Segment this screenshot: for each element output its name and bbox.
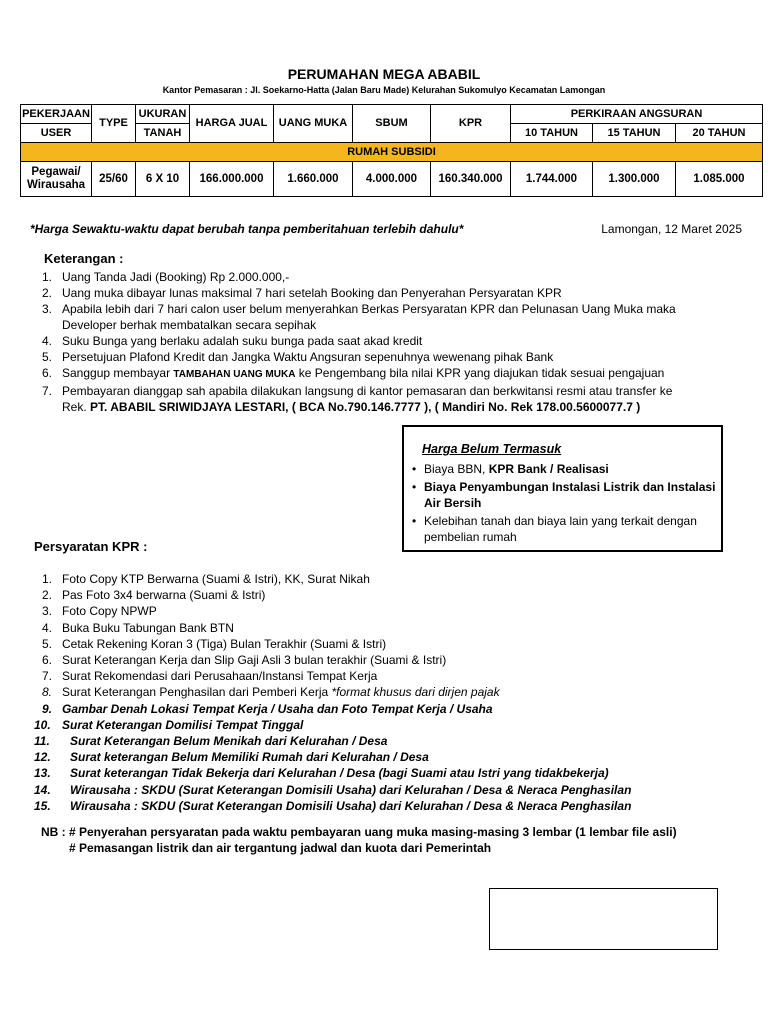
item-text-bold: Biaya Penyambungan Instalasi Listrik dan Instalasi Air Bersih	[424, 480, 716, 510]
header-uang-muka: UANG MUKA	[274, 105, 353, 143]
header-pekerjaan-bottom: USER	[21, 124, 92, 143]
cell-uang-muka: 1.660.000	[274, 162, 353, 197]
item-text: Surat Rekomendasi dari Perusahaan/Instansi Tempat Kerja	[62, 669, 378, 684]
section-rumah-subsidi: RUMAH SUBSIDI	[21, 143, 763, 162]
item-number: 7.	[42, 384, 53, 398]
list-item	[42, 668, 742, 684]
item-number: 3.	[42, 302, 53, 316]
item-text-note: *format khusus dari dirjen pajak	[331, 685, 500, 700]
item-text: Cetak Rekening Koran 3 (Tiga) Bulan Terakhir (Suami & Istri)	[62, 636, 387, 651]
cell-kpr: 160.340.000	[431, 162, 511, 197]
item-number: 7.	[42, 669, 53, 684]
header-ukuran-top: UKURAN	[136, 105, 190, 124]
price-note: *Harga Sewaktu-waktu dapat berubah tanpa pemberitahuan terlebih dahulu*	[30, 222, 464, 236]
item-number: 9.	[42, 701, 53, 716]
item-text: Foto Copy NPWP	[62, 604, 157, 619]
header-type: TYPE	[92, 105, 136, 143]
cell-10-tahun: 1.744.000	[511, 162, 593, 197]
cell-type: 25/60	[92, 162, 136, 197]
list-item	[42, 269, 732, 285]
list-item	[42, 349, 732, 365]
item-number: 1.	[42, 572, 53, 586]
item-text: Surat Keterangan Domilisi Tempat Tinggal	[62, 717, 304, 732]
header-harga-jual: HARGA JUAL	[190, 105, 274, 143]
box-list	[412, 461, 722, 547]
list-item	[42, 301, 732, 333]
list-item	[34, 717, 742, 733]
item-number: 10.	[34, 717, 51, 732]
signature-box	[489, 888, 718, 950]
keterangan-heading: Keterangan :	[44, 251, 124, 266]
nb-line-2: # Pemasangan listrik dan air tergantung jadwal dan kuota dari Pemerintah	[69, 841, 492, 855]
list-item	[42, 603, 742, 619]
cell-ukuran: 6 X 10	[136, 162, 190, 197]
item-number: 15.	[34, 798, 51, 813]
item-number: 4.	[42, 620, 53, 635]
item-number: 11.	[34, 734, 50, 749]
item-text: Surat Keterangan Kerja dan Slip Gaji Asli 3 bulan terakhir (Suami & Istri)	[62, 653, 447, 668]
bank-account-info: PT. ABABIL SRIWIDJAYA LESTARI, ( BCA No.790.146.7777 ), ( Mandiri No. Rek 178.00.5600077.7 )	[90, 400, 641, 414]
item-number: 3.	[42, 604, 53, 619]
item-text: Surat Keterangan Penghasilan dari Pemberi Kerja	[62, 685, 332, 700]
list-item	[42, 684, 742, 700]
header-20-tahun: 20 TAHUN	[676, 124, 763, 143]
item-text: Suku Bunga yang berlaku adalah suku bunga pada saat akad kredit	[62, 334, 423, 348]
bullet-icon: •	[412, 514, 417, 528]
header-sbum: SBUM	[353, 105, 431, 143]
persyaratan-heading: Persyaratan KPR :	[34, 539, 148, 554]
page-title: PERUMAHAN MEGA ABABIL	[287, 66, 481, 82]
cell-pekerjaan	[21, 162, 92, 197]
item-text: Uang muka dibayar lunas maksimal 7 hari setelah Booking dan Penyerahan Persyaratan KPR	[62, 286, 562, 300]
item-text: Apabila lebih dari 7 hari calon user belum menyerahkan Berkas Persyaratan KPR dan Pelunasan Uang Muka maka Developer berhak membatalkan secara sepihak	[62, 302, 676, 332]
price-table	[20, 104, 763, 197]
page-subtitle: Kantor Pemasaran : Jl. Soekarno-Hatta (Jalan Baru Made) Kelurahan Sukomulyo Kecamatan Lamongan	[162, 85, 606, 95]
list-item	[42, 571, 742, 587]
item-text-bold: KPR Bank / Realisasi	[488, 462, 609, 476]
item-text: Pembayaran dianggap sah apabila dilakukan langsung di kantor pemasaran dan berkwitansi resmi atau transfer ke	[62, 384, 673, 398]
item-number: 5.	[42, 636, 53, 651]
cell-pekerjaan-line1: Pegawai/	[31, 166, 81, 178]
list-item	[34, 749, 742, 765]
nb-notes	[41, 824, 677, 856]
item-text: Surat Keterangan Belum Menikah dari Kelurahan / Desa	[70, 734, 388, 749]
table-row	[21, 162, 763, 197]
item-text: Foto Copy KTP Berwarna (Suami & Istri), KK, Surat Nikah	[62, 572, 370, 586]
item-number: 6.	[42, 366, 53, 380]
document-date: Lamongan, 12 Maret 2025	[601, 222, 742, 236]
cell-sbum: 4.000.000	[353, 162, 431, 197]
item-text-pre: Sanggup membayar	[62, 366, 174, 380]
item-text-bold: TAMBAHAN UANG MUKA	[173, 369, 296, 380]
persyaratan-list	[34, 571, 742, 814]
header-kpr: KPR	[431, 105, 511, 143]
item-text: Buka Buku Tabungan Bank BTN	[62, 620, 234, 635]
item-number: 2.	[42, 588, 53, 603]
item-number: 13.	[34, 766, 51, 781]
item-text-post: ke Pengembang bila nilai KPR yang diajukan tidak sesuai pengajuan	[295, 366, 665, 380]
bullet-icon: •	[412, 480, 417, 494]
item-number: 14.	[34, 782, 51, 797]
list-item	[42, 587, 742, 603]
list-item	[42, 652, 742, 668]
item-text: Surat keterangan Tidak Bekerja dari Kelurahan / Desa (bagi Suami atau Istri yang tidakbekerja)	[70, 766, 609, 781]
item-number: 5.	[42, 350, 53, 364]
item-text: Gambar Denah Lokasi Tempat Kerja / Usaha dan Foto Tempat Kerja / Usaha	[62, 701, 493, 716]
bullet-icon: •	[412, 462, 417, 476]
item-text: Persetujuan Plafond Kredit dan Jangka Waktu Angsuran sepenuhnya wewenang pihak Bank	[62, 350, 554, 364]
list-item	[42, 383, 732, 415]
item-text: Wirausaha : SKDU (Surat Keterangan Domisili Usaha) dari Kelurahan / Desa & Neraca Penghasilan	[70, 782, 632, 797]
harga-belum-termasuk-box	[402, 425, 723, 552]
cell-20-tahun: 1.085.000	[676, 162, 763, 197]
list-item	[34, 798, 742, 814]
item-text: Pas Foto 3x4 berwarna (Suami & Istri)	[62, 588, 266, 603]
list-item	[34, 765, 742, 781]
list-item	[412, 479, 722, 511]
item-text: Kelebihan tanah dan biaya lain yang terkait dengan pembelian rumah	[424, 514, 697, 544]
header-15-tahun: 15 TAHUN	[593, 124, 676, 143]
header-perkiraan-angsuran: PERKIRAAN ANGSURAN	[511, 105, 763, 124]
list-item	[42, 365, 732, 383]
keterangan-list	[42, 269, 732, 415]
item-text-pre: Biaya BBN,	[424, 462, 489, 476]
list-item	[42, 285, 732, 301]
list-item	[42, 636, 742, 652]
item-number: 1.	[42, 270, 53, 284]
list-item	[42, 701, 742, 717]
list-item	[34, 733, 742, 749]
list-item	[412, 461, 722, 477]
box-title: Harga Belum Termasuk	[422, 442, 562, 456]
cell-15-tahun: 1.300.000	[593, 162, 676, 197]
header-ukuran-bottom: TANAH	[136, 124, 190, 143]
header-pekerjaan-top: PEKERJAAN	[21, 105, 92, 124]
item-text-pre: Rek.	[62, 400, 91, 414]
header-10-tahun: 10 TAHUN	[511, 124, 593, 143]
list-item	[42, 620, 742, 636]
item-number: 12.	[34, 750, 51, 765]
cell-pekerjaan-line2: Wirausaha	[26, 179, 86, 191]
list-item	[42, 333, 732, 349]
item-text: Wirausaha : SKDU (Surat Keterangan Domisili Usaha) dari Kelurahan / Desa & Neraca Penghasilan	[70, 798, 632, 813]
item-number: 6.	[42, 653, 53, 668]
item-text: Uang Tanda Jadi (Booking) Rp 2.000.000,-	[62, 270, 290, 284]
list-item	[34, 782, 742, 798]
nb-line-1: NB : # Penyerahan persyaratan pada waktu pembayaran uang muka masing-masing 3 lembar (1 lembar file asli)	[41, 825, 677, 839]
item-text: Surat keterangan Belum Memiliki Rumah dari Kelurahan / Desa	[70, 750, 429, 765]
list-item	[412, 513, 722, 545]
item-number: 2.	[42, 286, 53, 300]
cell-harga: 166.000.000	[190, 162, 274, 197]
item-number: 8.	[42, 685, 53, 700]
item-number: 4.	[42, 334, 53, 348]
